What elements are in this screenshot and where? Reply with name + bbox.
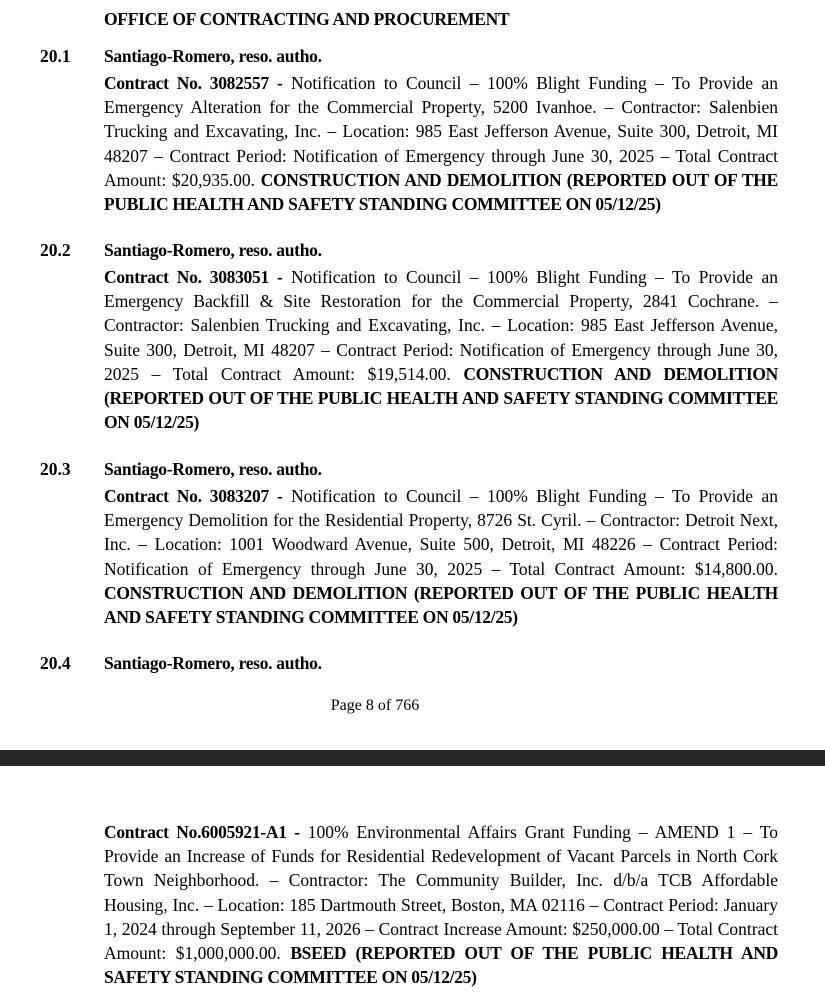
section-heading: OFFICE OF CONTRACTING AND PROCUREMENT: [104, 9, 510, 29]
contract-number: Contract No. 3083207 -: [104, 486, 283, 506]
committee-note: CONSTRUCTION AND DEMOLITION (REPORTED OUT OF THE PUBLIC HEALTH AND SAFETY STANDING COMMITTEE ON 05/12/25): [104, 582, 778, 628]
item-sponsor: Santiago-Romero, reso. autho.: [104, 653, 322, 673]
contract-description: 100% Environmental Affairs Grant Funding – AMEND 1 – To Provide an Increase of Funds for Residential Redevelopment of Vacant Parcels in North Cork Town Neighborhood. – Contractor: The Community Builder, Inc. d/b/a TCB Affordable Housing, Inc. – Location: 185 Dartmouth Street, Boston, MA 02116 – Contract Period: January 1, 2024 through September 11, 2026 – Contract Increase Amount: $250,000.00 – Total Contract Amount: $1,000,000.00.: [104, 822, 778, 964]
item-body: [104, 820, 778, 989]
contract-number: Contract No. 3082557 -: [104, 73, 283, 93]
page-divider: [0, 750, 825, 766]
item-number: 20.4: [40, 653, 71, 673]
item-number: 20.2: [40, 240, 71, 260]
item-number: 20.1: [40, 46, 71, 66]
contract-description: Notification to Council – 100% Blight Funding – To Provide an Emergency Demolition for the Residential Property, 8726 St. Cyril. – Contractor: Detroit Next, Inc. – Location: 1001 Woodward Avenue, Suite 500, Detroit, MI 48226 – Contract Period: Notification of Emergency through June 30, 2025 – Total Contract Amount: $14,800.00.: [104, 486, 778, 579]
item-sponsor: Santiago-Romero, reso. autho.: [104, 240, 322, 260]
contract-number: Contract No.6005921-A1 -: [104, 822, 300, 842]
item-sponsor: Santiago-Romero, reso. autho.: [104, 459, 322, 479]
contract-description: Notification to Council – 100% Blight Funding – To Provide an Emergency Backfill & Site Restoration for the Commercial Property, 2841 Cochrane. – Contractor: Salenbien Trucking and Excavating, Inc. – Location: 985 East Jefferson Avenue, Suite 300, Detroit, MI 48207 – Contract Period: Notification of Emergency through June 30, 2025 – Total Contract Amount: $19,514.00.: [104, 267, 778, 384]
item-body: [104, 71, 778, 216]
item-sponsor: Santiago-Romero, reso. autho.: [104, 46, 322, 66]
item-body: [104, 265, 778, 434]
committee-note: CONSTRUCTION AND DEMOLITION (REPORTED OUT OF THE PUBLIC HEALTH AND SAFETY STANDING COMMITTEE ON 05/12/25): [104, 363, 778, 433]
committee-note: BSEED (REPORTED OUT OF THE PUBLIC HEALTH AND SAFETY STANDING COMMITTEE ON 05/12/25): [104, 943, 778, 988]
item-number: 20.3: [40, 459, 71, 479]
contract-description: Notification to Council – 100% Blight Funding – To Provide an Emergency Alteration for the Commercial Property, 5200 Ivanhoe. – Contractor: Salenbien Trucking and Excavating, Inc. – Location: 985 East Jefferson Avenue, Suite 300, Detroit, MI 48207 – Contract Period: Notification of Emergency through June 30, 2025 – Total Contract Amount: $20,935.00.: [104, 73, 778, 190]
committee-note: CONSTRUCTION AND DEMOLITION (REPORTED OUT OF THE PUBLIC HEALTH AND SAFETY STANDING COMMITTEE ON 05/12/25): [104, 169, 778, 215]
item-body: [104, 484, 778, 629]
document-page-bottom: [0, 766, 825, 1000]
page-number: Page 8 of 766: [330, 697, 420, 714]
contract-number: Contract No. 3083051 -: [104, 267, 283, 287]
